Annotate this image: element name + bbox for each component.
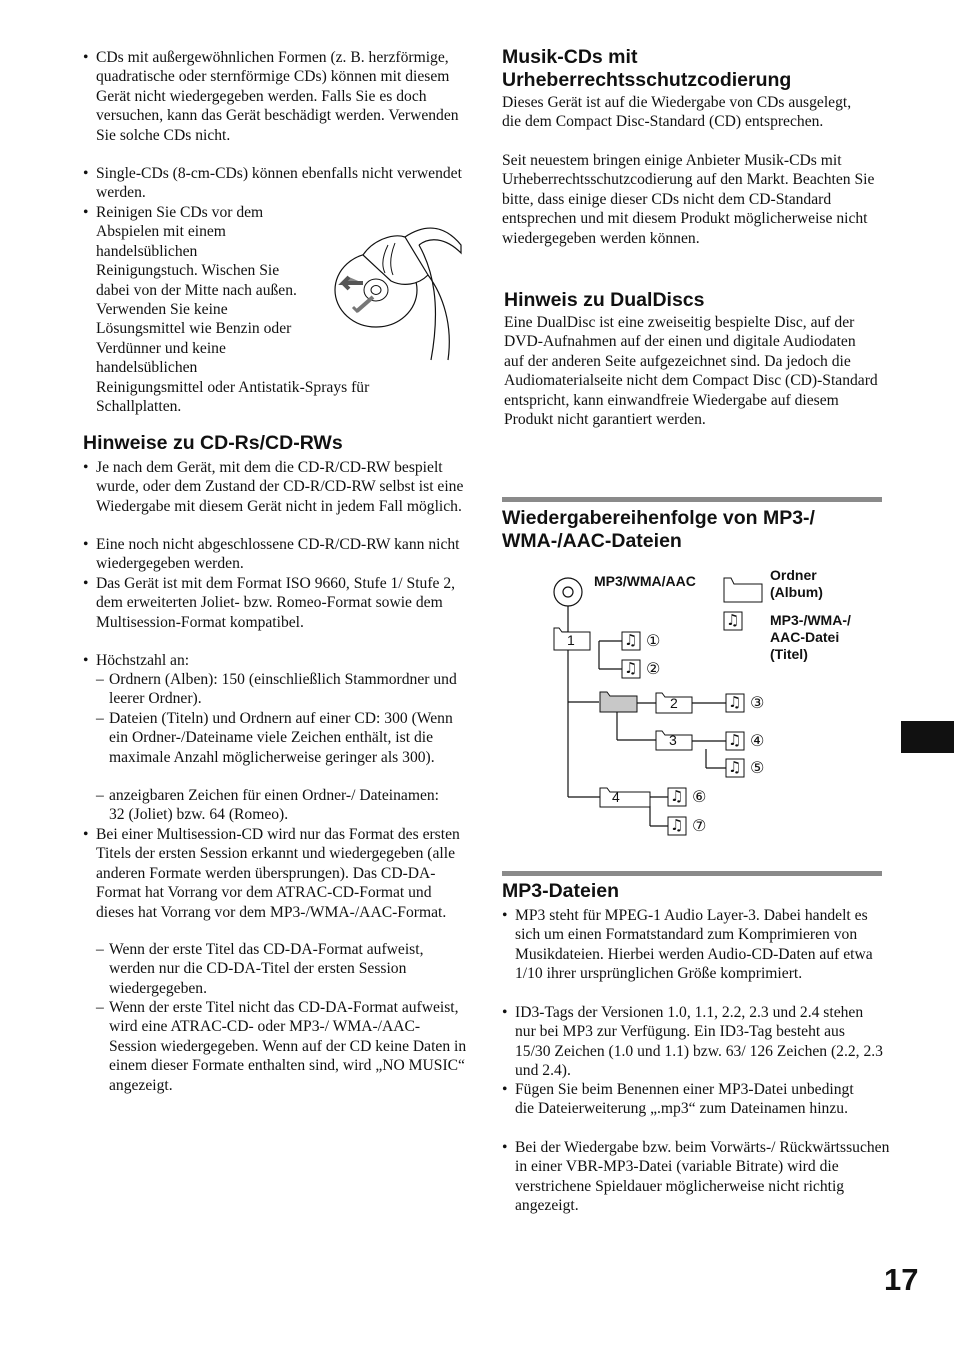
track-number: ③ — [750, 693, 765, 712]
folder-number: 3 — [669, 732, 677, 748]
legend-line: (Titel) — [770, 646, 808, 662]
heading-cdr-cdrw: Hinweise zu CD-Rs/CD-RWs — [83, 432, 343, 454]
list-item: • Das Gerät ist mit dem Format ISO 9660, Stufe 1/ Stufe 2, dem erweiterten Joliet- bzw. Romeo-Format sowie dem Multisession-Format kompatibel. — [83, 574, 471, 632]
track-number: ⑥ — [692, 787, 707, 806]
heading-playback-order: Wiedergabereihenfolge von MP3-/ WMA-/AAC-Dateien — [502, 507, 815, 552]
paragraph: Seit neuestem bringen einige Anbieter Musik-CDs mit Urheberrechtsschutzcodierung auf den Markt. Beachten Sie bitte, dass einige dieser CDs nicht dem CD-Standard entsprechen und mit diesem Produkt möglicherweise nicht wiedergegeben werden können. — [502, 152, 875, 247]
text-line: • Reinigen Sie CDs vor dem — [96, 204, 264, 221]
list-item: • Bei einer Multisession-CD wird nur das Format des ersten Titels der ersten Session erkannt und wiedergegeben (alle anderen Formate werden übersprungen). Das CD-DA-Format hat Vorrang vor dem ATRAC-CD-Format und dieses hat Vorrang vor dem MP3-/WMA-/AAC-Format. — [83, 825, 471, 922]
section-tab-marker — [901, 721, 954, 753]
list-item: • ID3-Tags der Versionen 1.0, 1.1, 2.2, 2.3 und 2.4 stehen nur bei MP3 zur Verfügung. Ein ID3-Tag besteht aus 15/30 Zeichen (1.0 und 1.1) bzw. 63/ 126 Zeichen (2.2, 2.3 und 2.4). — [502, 1003, 883, 1081]
list-item: • Bei der Wiedergabe bzw. beim Vorwärts-/ Rückwärtssuchen in einer VBR-MP3-Datei (variable Bitrate) wird die verstrichene Spieldauer möglicherweise nicht richtig angezeigt. — [502, 1138, 890, 1216]
text-line: Reinigungstuch. Wischen Sie — [96, 262, 280, 280]
text-line: Verwenden Sie keine — [96, 301, 228, 319]
music-note-icon: ♫ — [726, 611, 740, 629]
heading-dualdisc: Hinweis zu DualDiscs — [504, 289, 705, 311]
list-item: • Fügen Sie beim Benennen einer MP3-Datei unbedingt die Dateierweiterung „.mp3“ zum Dateinamen hinzu. — [502, 1080, 855, 1119]
music-note-icon: ♫ — [670, 816, 684, 834]
track-number: ④ — [750, 731, 765, 750]
track-number: ② — [646, 659, 661, 678]
sub-list-text: Dateien (Titeln) und Ordnern auf einer CD: 300 (Wenn ein Ordner-/Dateiname viele Zeichen enthält, ist die maximale Anzahl möglicherweise geringer als 300). — [109, 710, 453, 766]
sub-list-text: anzeigbaren Zeichen für einen Ordner-/ Dateinamen: 32 (Joliet) bzw. 64 (Romeo). — [109, 787, 440, 824]
legend-file-label — [770, 612, 851, 663]
text-line: Lösungsmittel wie Benzin oder — [96, 320, 292, 338]
dash-mark: – — [96, 999, 104, 1016]
dash-mark: – — [96, 787, 104, 804]
root-label: MP3/WMA/AAC — [594, 573, 696, 589]
folder-number: 4 — [612, 789, 620, 805]
section-rule — [502, 497, 882, 502]
music-note-icon: ♫ — [624, 659, 638, 677]
list-item: • MP3 steht für MPEG-1 Audio Layer-3. Dabei handelt es sich um einen Formatstandard zum Komprimieren von Musikdateien. Hierbei werden Audio-CD-Daten auf etwa 1/10 ihrer ursprünglichen Größe komprimiert. — [502, 906, 890, 984]
section-rule — [502, 871, 882, 876]
heading-copy-protected-cds: Musik-CDs mit Urheberrechtsschutzcodierung — [502, 46, 792, 91]
sub-list-item — [83, 998, 467, 1095]
track-number: ① — [646, 631, 661, 650]
list-item: • Single-CDs (8-cm-CDs) können ebenfalls nicht verwendet werden. — [83, 164, 466, 203]
list-item: • Höchstzahl an: — [83, 651, 466, 670]
text-line: Verdünner und keine — [96, 339, 226, 357]
track-number: ⑤ — [750, 758, 765, 777]
sub-list-text: Wenn der erste Titel nicht das CD-DA-Format aufweist, wird eine ATRAC-CD- oder MP3-/ WMA-/AAC-Session wiedergegeben. Wenn auf der CD keine Daten in einem dieser Formate enthalten sind, wird „NO MUSIC“ angezeigt. — [109, 999, 467, 1094]
music-note-icon: ♫ — [624, 631, 638, 649]
dash-mark: – — [96, 941, 104, 958]
folder-icon — [600, 788, 650, 807]
legend-line: AAC-Datei — [770, 629, 840, 645]
heading-mp3-files: MP3-Dateien — [502, 880, 620, 902]
page-number: 17 — [884, 1262, 919, 1297]
paragraph: Eine DualDisc ist eine zweiseitig bespielte Disc, auf der DVD-Aufnahmen auf der einen und digitale Audiodaten auf der anderen Seite aufgezeichnet sind. Da jedoch die Audiomaterialseite nicht dem Compact Disc (CD)-Standard entspricht, kann einwandfreie Wiedergabe auf diesem Produkt nicht garantiert werden. — [504, 314, 878, 429]
paragraph: Dieses Gerät ist auf die Wiedergabe von CDs ausgelegt, die dem Compact Disc-Standard (CD) entsprechen. — [502, 94, 852, 131]
tree-lines — [502, 562, 882, 852]
cleaning-text-tail: Reinigungsmittel oder Antistatik-Sprays für Schallplatten. — [96, 379, 370, 416]
music-note-icon: ♫ — [728, 758, 742, 776]
list-item: • CDs mit außergewöhnlichen Formen (z. B. herzförmige, quadratische oder sternförmige CDs) können mit diesem Gerät nicht wiedergegeben werden. Falls Sie es doch versuchen, kann das Gerät beschädigt werden. Verwenden Sie solche CDs nicht. — [83, 48, 476, 145]
folder-tree-diagram — [502, 562, 882, 852]
list-item: • Je nach dem Gerät, mit dem die CD-R/CD-RW bespielt wurde, oder dem Zustand der CD-R/CD-RW selbst ist eine Wiedergabe mit diesem Gerät nicht in jedem Fall möglich. — [83, 458, 474, 516]
sub-list-item — [83, 709, 461, 767]
dash-mark: – — [96, 671, 104, 688]
list-item-cleaning — [83, 203, 356, 378]
sub-list-item — [83, 940, 467, 998]
sub-list-item — [83, 670, 459, 709]
folder-number: 2 — [670, 695, 678, 711]
music-note-icon: ♫ — [670, 787, 684, 805]
music-note-icon: ♫ — [728, 731, 742, 749]
legend-line: (Album) — [770, 584, 823, 600]
track-number: ⑦ — [692, 816, 707, 835]
text-line: dabei von der Mitte nach außen. — [96, 281, 297, 299]
legend-line: MP3-/WMA-/ — [770, 612, 851, 628]
legend-line: Ordner — [770, 567, 817, 583]
text-line: handelsüblichen — [96, 242, 198, 260]
list-item: • Eine noch nicht abgeschlossene CD-R/CD-RW kann nicht wiedergegeben werden. — [83, 535, 466, 574]
cd-cleaning-illustration — [333, 215, 465, 365]
text-line: handelsüblichen — [96, 359, 198, 377]
legend-folder-label — [770, 567, 823, 601]
sub-list-text: Wenn der erste Titel das CD-DA-Format aufweist, werden nur die CD-DA-Titel der ersten Session wiedergegeben. — [109, 941, 424, 997]
folder-icon — [724, 578, 762, 602]
music-note-icon: ♫ — [728, 693, 742, 711]
folder-icon — [600, 692, 637, 712]
sub-list-text: Ordnern (Alben): 150 (einschließlich Stammordner und leerer Ordner). — [109, 671, 457, 708]
dash-mark: – — [96, 710, 104, 727]
text-line: Abspielen mit einem — [96, 223, 226, 241]
folder-number: 1 — [567, 632, 575, 648]
sub-list-item — [83, 786, 454, 825]
